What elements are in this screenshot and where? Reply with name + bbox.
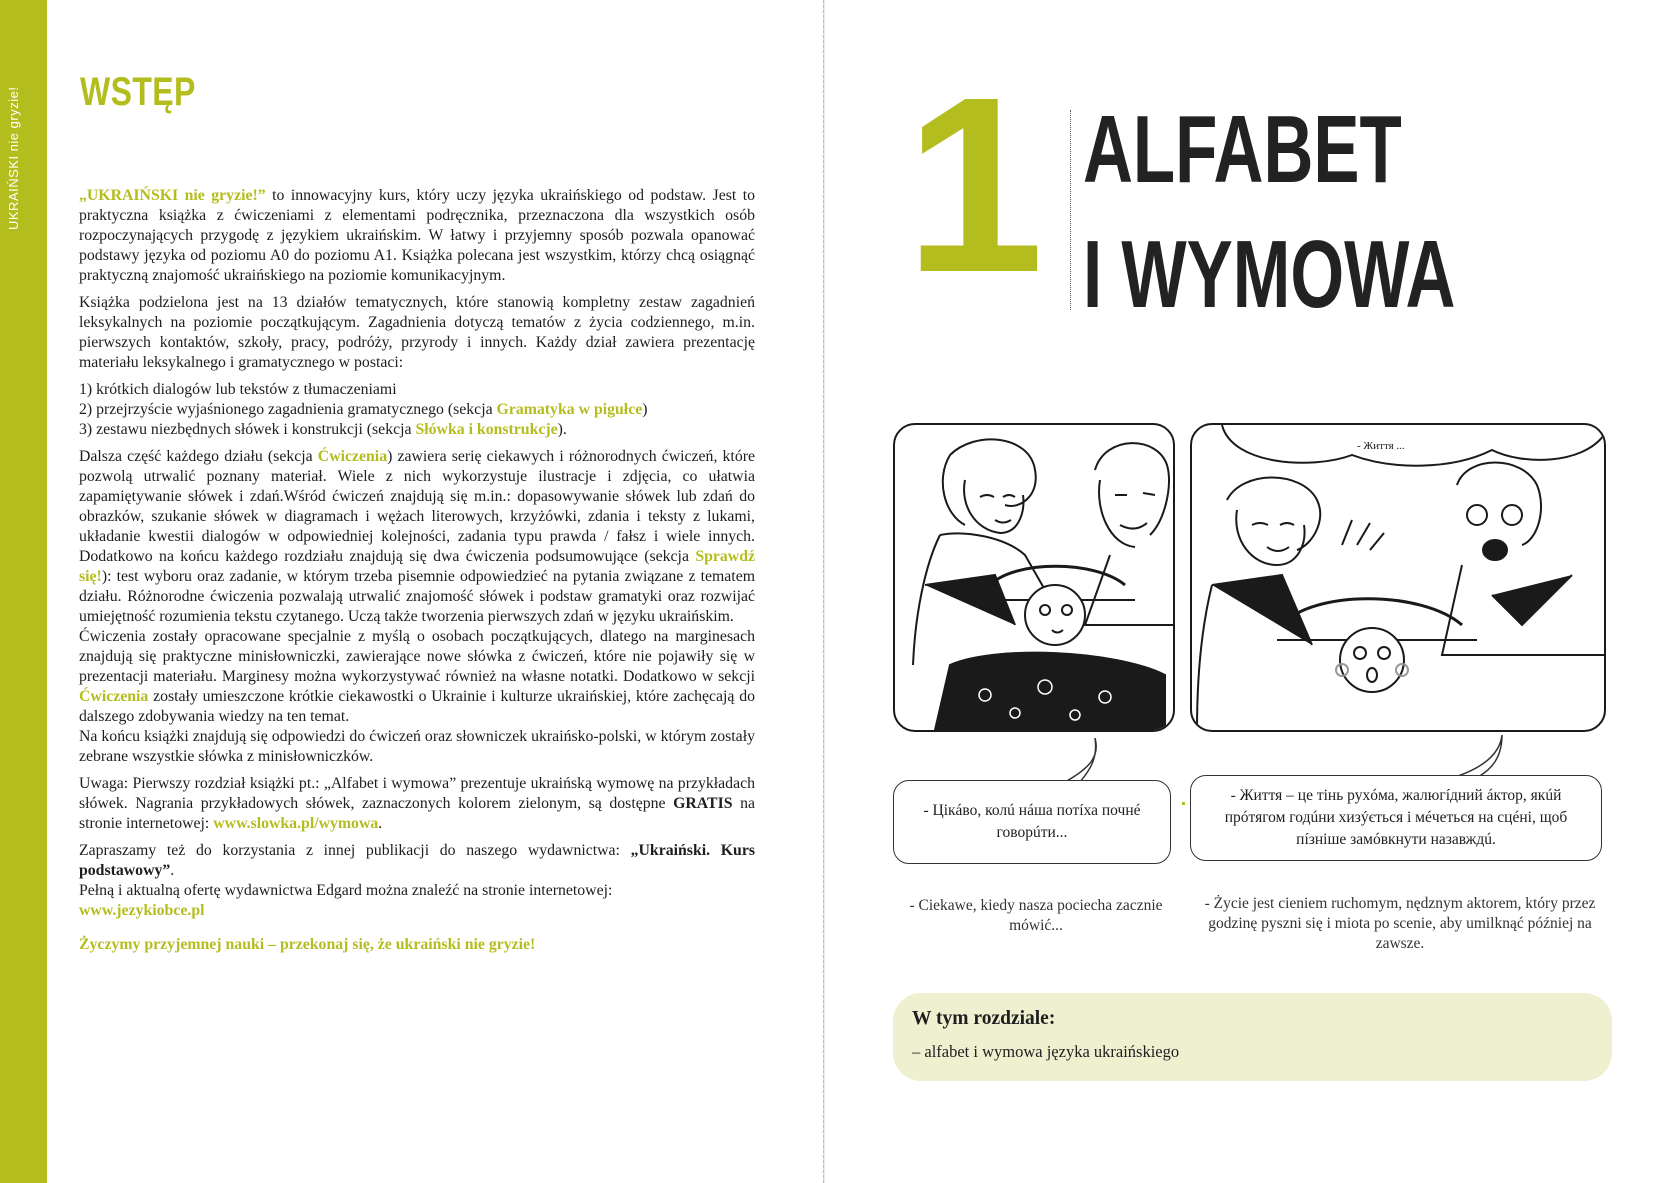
p3-text-b: ) zawiera serię ciekawych i różnorodnych ćwiczeń, które pozwolą utrwalić poznany materiał. Wiele z nich wykorzystuje ilustracje i zdjęcia, co ułatwia zapamiętywanie słówek i zdań.Wśród ćwiczeń znajdują się m.in.: dopasowywanie słówek lub zdań do obrazków, szukanie słówek w diagramach i wężach literowych, krzyżówki, zdania i teksty z lukami, układanie kwestii dialogów w odpowiedniej kolejności, zadania typu prawda / fałsz i wiele innych. Dodatkowo na końcu każdego rozdziału znajdują się dwa ćwiczenia podsumowujące (sekcja (79, 448, 755, 565)
list3-end: ). (557, 421, 567, 438)
intro-paragraph-6 (79, 774, 755, 834)
publisher-link[interactable]: www.jezykiobce.pl (79, 902, 205, 919)
section-exercises-label-2: Ćwiczenia (79, 688, 149, 705)
comic-panel-1 (893, 423, 1175, 732)
p6-end: . (378, 815, 383, 832)
intro-paragraph-7 (79, 841, 755, 881)
in-chapter-heading: W tym rozdziale: (912, 1008, 1056, 1029)
p3-text-a: Dalsza część każdego działu (sekcja (79, 448, 318, 465)
p6-text-b: na stronie internetowej: (79, 795, 755, 832)
intro-paragraph-4 (79, 627, 755, 727)
chapter-title-line-2: I WYMOWA (1083, 221, 1456, 328)
section-exercises-label: Ćwiczenia (317, 448, 388, 465)
side-strip-label: UKRAIŃSKI nie gryzie! (6, 86, 21, 230)
chapter-title-line-1: ALFABET (1083, 96, 1402, 203)
intro-paragraph-2: Książka podzielona jest na 13 działów tematycznych, które stanowią kompletny zestaw zagadnień leksykalnych na poziomie początkującym. Zagadnienia dotyczą tematów z życia codziennego, m.in. pierwszych kontaktów, szkoły, pracy, podróży, przyrody i innych. Każdy dział zawiera prezentację materiału leksykalnego i gramatycznego w postaci: (79, 294, 755, 371)
gratis-label: GRATIS (673, 795, 733, 812)
wymowa-link[interactable]: www.slowka.pl/wymowa (213, 815, 379, 832)
section-grammar-label: Gramatyka w pigułce (496, 401, 643, 418)
section-vocab-label: Słówka i konstrukcje (415, 421, 558, 438)
list2-end: ) (642, 401, 648, 418)
p3-text-c: ): test wyboru oraz zadanie, w którym trzeba pisemnie odpowiedzieć na pytania związane z tematem działu. Różnorodne ćwiczenia pozwalają utrwalić znajomość słówek i podstaw gramatyki oraz rozwijać umiejętność rozumienia tekstu czytanego. Uczą także tworzenia pierwszych zdań w języku ukraińskim. (79, 568, 755, 625)
list3-text: 3) zestawu niezbędnych słówek i konstrukcji (sekcja (79, 421, 416, 438)
list2-text: 2) przejrzyście wyjaśnionego zagadnienia gramatycznego (sekcja (79, 401, 497, 418)
bubble-2-tail (1450, 735, 1510, 779)
in-chapter-box (893, 993, 1612, 1081)
page-gutter-line (823, 0, 824, 1183)
speech-bubble-1: - Цікáво, колú нáша потíха почнé говорúти... (893, 780, 1171, 864)
intro-list-item-1: 1) krótkich dialogów lub tekstów z tłumaczeniami (79, 381, 397, 398)
intro-list-item-2 (79, 400, 755, 420)
intro-paragraph-3 (79, 447, 755, 627)
p7-text-a: Zapraszamy też do korzystania z innej publikacji do naszego wydawnictwa: (79, 842, 631, 859)
chapter-number: 1 (905, 45, 1045, 324)
p4-text-a: Ćwiczenia zostały opracowane specjalnie z myślą o osobach początkujących, dlatego na marginesach znajdują się praktyczne minisłowniczki, zawierające nowe słówka z ćwiczeń, które nie pojawiły się w prezentacji materiału. Marginesy można wykorzystywać również na własne notatki. Dodatkowo w sekcji (79, 628, 755, 685)
translation-1: - Ciekawe, kiedy nasza pociecha zacznie mówić... (909, 897, 1163, 934)
side-strip (0, 0, 47, 1183)
intro-paragraph-1 (79, 186, 755, 286)
page-heading: WSTĘP (80, 70, 196, 114)
intro-p1-text: to innowacyjny kurs, który uczy języka ukraińskiego od podstaw. Jest to praktyczna książka z ćwiczeniami z elementami podręcznika, przeznaczona dla wszystkich osób rozpoczynających przygodę z językiem ukraińskim. W łatwy i przyjemny sposób pozwala opanować podstawy języka od poziomu A0 do poziomu A1. Książka polecana jest wszystkim, którzy chcą osiągnąć praktyczną znajomość ukraińskiego na poziomie komunikacyjnym. (79, 187, 755, 284)
bubble-marker-dot (1182, 802, 1185, 805)
p7-end: . (170, 862, 175, 879)
title-divider (1070, 110, 1071, 310)
panel-2-caption: - Життя ... (1357, 440, 1405, 452)
comic-illustration-1 (895, 425, 1173, 730)
intro-list-item-3 (79, 420, 755, 440)
section-check-label: Sprawdź się! (79, 548, 755, 585)
speech-bubble-2: - Життя – це тінь рухóма, жалюгíдний áктор, якúй прóтягом годúни хизýється і мéчеться на сцéні, щоб пíзніше замóвкнути назавждú. (1190, 775, 1602, 861)
bubble-1-tail (1060, 738, 1110, 784)
comic-illustration-2 (1192, 425, 1604, 730)
translation-2: - Życie jest cieniem ruchomym, nędznym aktorem, który przez godzinę pyszni się i miota po scenie, aby umilknąć później na zawsze. (1204, 895, 1596, 952)
closing-text: Życzymy przyjemnej nauki – przekonaj się, że ukraiński nie gryzie! (79, 936, 536, 953)
closing-line (79, 935, 755, 955)
p4-text-b: zostały umieszczone krótkie ciekawostki o Ukrainie i kulturze ukraińskiej, które zachęcają do dalszego zdobywania wiedzy na ten temat. (79, 688, 755, 725)
brand-name: „UKRAIŃSKI nie gryzie!” (79, 187, 266, 204)
comic-panel-2 (1190, 423, 1606, 732)
publication-title: „Ukraiński. Kurs podstawowy” (79, 842, 755, 879)
in-chapter-item: – alfabet i wymowa języka ukraińskiego (912, 1042, 1180, 1061)
intro-paragraph-8: Pełną i aktualną ofertę wydawnictwa Edgard można znaleźć na stronie internetowej: (79, 882, 613, 899)
intro-paragraph-5: Na końcu książki znajdują się odpowiedzi do ćwiczeń oraz słowniczek ukraińsko-polski, w którym zostały zebrane wszystkie słówka z minisłowniczków. (79, 728, 755, 765)
intro-text (79, 186, 755, 962)
p6-text-a: Uwaga: Pierwszy rozdział książki pt.: „Alfabet i wymowa” prezentuje ukraińską wymowę na przykładach słówek. Nagrania przykładowych słówek, zaznaczonych kolorem zielonym, są dostępne (79, 775, 755, 812)
intro-paragraph-8-link (79, 901, 755, 921)
